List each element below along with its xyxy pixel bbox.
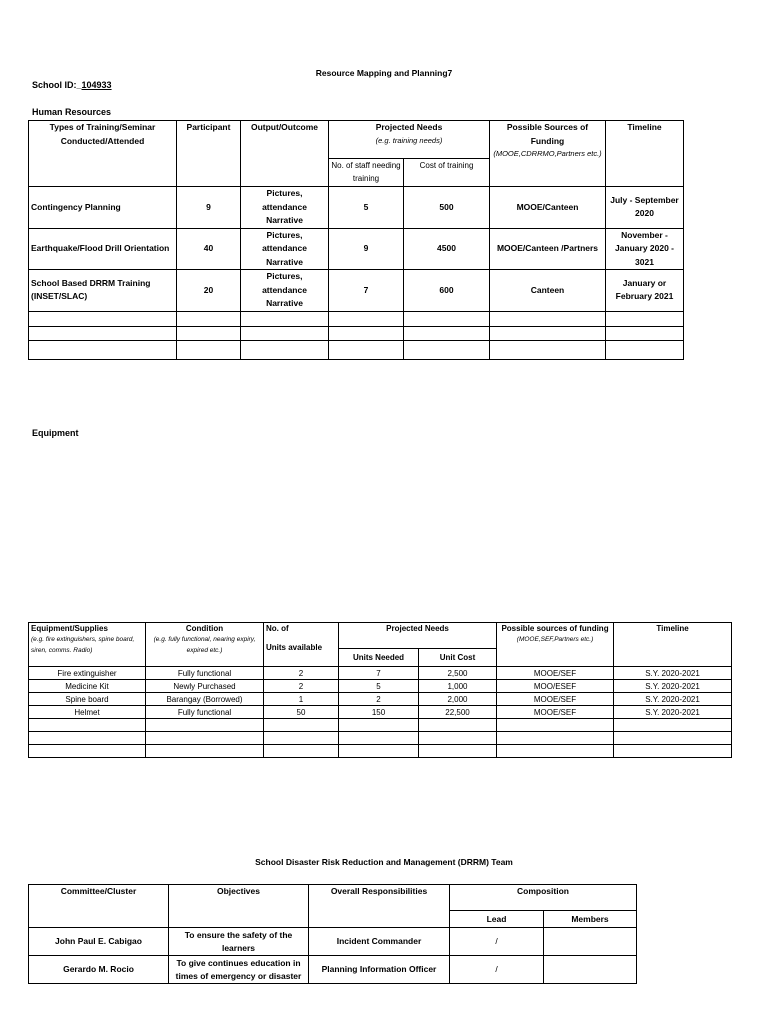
participant-count: 20 (177, 270, 241, 312)
committee-member-name: John Paul E. Cabigao (29, 928, 169, 956)
condition-label: Condition (185, 624, 224, 633)
header-possible-sources (490, 121, 606, 187)
members-cell (544, 956, 637, 984)
condition-note: (e.g. fully functional, nearing expiry, expired etc.) (153, 636, 256, 654)
equipment-condition: Barangay (Borrowed) (146, 693, 264, 706)
header-unit-cost: Unit Cost (419, 649, 497, 667)
header-cost-of-training: Cost of training (404, 159, 490, 187)
header-timeline: Timeline (606, 121, 684, 187)
header-projected-needs: Projected Needs (339, 623, 497, 649)
unit-cost: 1,000 (419, 680, 497, 693)
empty-row (29, 326, 684, 340)
training-cost: 600 (404, 270, 490, 312)
equipment-item: Spine board (29, 693, 146, 706)
output-outcome: Pictures, attendance Narrative (241, 228, 329, 270)
timeline: S.Y. 2020-2021 (614, 680, 732, 693)
document-title: Resource Mapping and Planning7 (315, 68, 453, 78)
funding-source: MOOE/SEF (497, 667, 614, 680)
school-id-value: 104933 (81, 80, 112, 90)
responsibility: Planning Information Officer (309, 956, 450, 984)
unit-cost: 2,000 (419, 693, 497, 706)
committee-member-name: Gerardo M. Rocio (29, 956, 169, 984)
header-no-of-staff: No. of staff needing training (329, 159, 404, 187)
equipment-table (28, 622, 732, 758)
table-row (29, 228, 684, 270)
staff-count: 7 (329, 270, 404, 312)
equipment-condition: Newly Purchased (146, 680, 264, 693)
human-resources-heading: Human Resources (32, 107, 112, 117)
units-available: 50 (264, 706, 339, 719)
drrm-team-title: School Disaster Risk Reduction and Management (DRRM) Team (255, 857, 513, 867)
header-equipment-supplies (29, 623, 146, 667)
table-row (29, 928, 637, 956)
units-needed: 2 (339, 693, 419, 706)
header-objectives: Objectives (169, 885, 309, 928)
timeline: S.Y. 2020-2021 (614, 667, 732, 680)
school-id (32, 80, 112, 90)
lead-mark: / (450, 956, 544, 984)
timeline: S.Y. 2020-2021 (614, 693, 732, 706)
funding-source: MOOE/Canteen /Partners (490, 228, 606, 270)
lead-mark: / (450, 928, 544, 956)
timeline: S.Y. 2020-2021 (614, 706, 732, 719)
empty-row (29, 745, 732, 758)
timeline: November - January 2020 - 3021 (606, 228, 684, 270)
header-possible-sources (497, 623, 614, 667)
equipment-condition: Fully functional (146, 706, 264, 719)
table-row (29, 270, 684, 312)
units-needed: 150 (339, 706, 419, 719)
sources-note: (MOOE,SEF,Partners etc.) (516, 636, 594, 643)
timeline: January or February 2021 (606, 270, 684, 312)
funding-source: MOOE/Canteen (490, 187, 606, 229)
equipment-heading: Equipment (32, 428, 79, 438)
equipment-item: Fire extinguisher (29, 667, 146, 680)
units-available-label: Units available (266, 643, 323, 652)
possible-sources-label: Possible Sources of Funding (506, 122, 589, 146)
projected-needs-note: (e.g. training needs) (375, 135, 443, 145)
drrm-team-table (28, 884, 637, 984)
equipment-note: (e.g. fire extinguishers, spine board, siren, comms. Radio) (31, 636, 135, 654)
header-participant: Participant (177, 121, 241, 187)
training-type: School Based DRRM Training (INSET/SLAC) (29, 270, 177, 312)
equipment-condition: Fully functional (146, 667, 264, 680)
training-type: Contingency Planning (29, 187, 177, 229)
table-row (29, 187, 684, 229)
funding-source: MOOE/SEF (497, 693, 614, 706)
output-outcome: Pictures, attendance Narrative (241, 187, 329, 229)
unit-cost: 22,500 (419, 706, 497, 719)
funding-source: Canteen (490, 270, 606, 312)
header-lead: Lead (450, 911, 544, 928)
equipment-item: Medicine Kit (29, 680, 146, 693)
human-resources-table (28, 120, 684, 360)
empty-row (29, 732, 732, 745)
output-outcome: Pictures, attendance Narrative (241, 270, 329, 312)
participant-count: 9 (177, 187, 241, 229)
participant-count: 40 (177, 228, 241, 270)
possible-sources-note: (MOOE,CDRRMO,Partners etc.) (493, 149, 602, 158)
table-row (29, 680, 732, 693)
funding-source: MOOE/SEF (497, 706, 614, 719)
header-projected-needs (329, 121, 490, 159)
header-composition: Composition (450, 885, 637, 911)
responsibility: Incident Commander (309, 928, 450, 956)
timeline: July - September 2020 (606, 187, 684, 229)
members-cell (544, 928, 637, 956)
header-timeline: Timeline (614, 623, 732, 667)
table-row (29, 706, 732, 719)
objective: To ensure the safety of the learners (169, 928, 309, 956)
header-overall-responsibilities: Overall Responsibilities (309, 885, 450, 928)
training-cost: 500 (404, 187, 490, 229)
school-id-label: School ID:_ (32, 80, 82, 90)
empty-row (29, 719, 732, 732)
units-available: 2 (264, 667, 339, 680)
empty-row (29, 311, 684, 326)
table-row (29, 956, 637, 984)
table-row (29, 693, 732, 706)
empty-row (29, 340, 684, 359)
equipment-label: Equipment/Supplies (31, 624, 108, 633)
funding-source: MOO/ESEF (497, 680, 614, 693)
table-row (29, 667, 732, 680)
sources-label: Possible sources of funding (501, 624, 609, 633)
header-committee-cluster: Committee/Cluster (29, 885, 169, 928)
training-type: Earthquake/Flood Drill Orientation (29, 228, 177, 270)
equipment-item: Helmet (29, 706, 146, 719)
staff-count: 9 (329, 228, 404, 270)
header-units-needed: Units Needed (339, 649, 419, 667)
header-types-of-training: Types of Training/Seminar Conducted/Attended (29, 121, 177, 187)
training-cost: 4500 (404, 228, 490, 270)
units-available: 1 (264, 693, 339, 706)
header-members: Members (544, 911, 637, 928)
header-condition (146, 623, 264, 667)
staff-count: 5 (329, 187, 404, 229)
units-available: 2 (264, 680, 339, 693)
units-needed: 7 (339, 667, 419, 680)
no-of-label: No. of (266, 624, 289, 633)
header-output-outcome: Output/Outcome (241, 121, 329, 187)
header-units-available (264, 623, 339, 667)
objective: To give continues education in times of emergency or disaster (169, 956, 309, 984)
projected-needs-label: Projected Needs (375, 122, 443, 132)
unit-cost: 2,500 (419, 667, 497, 680)
units-needed: 5 (339, 680, 419, 693)
